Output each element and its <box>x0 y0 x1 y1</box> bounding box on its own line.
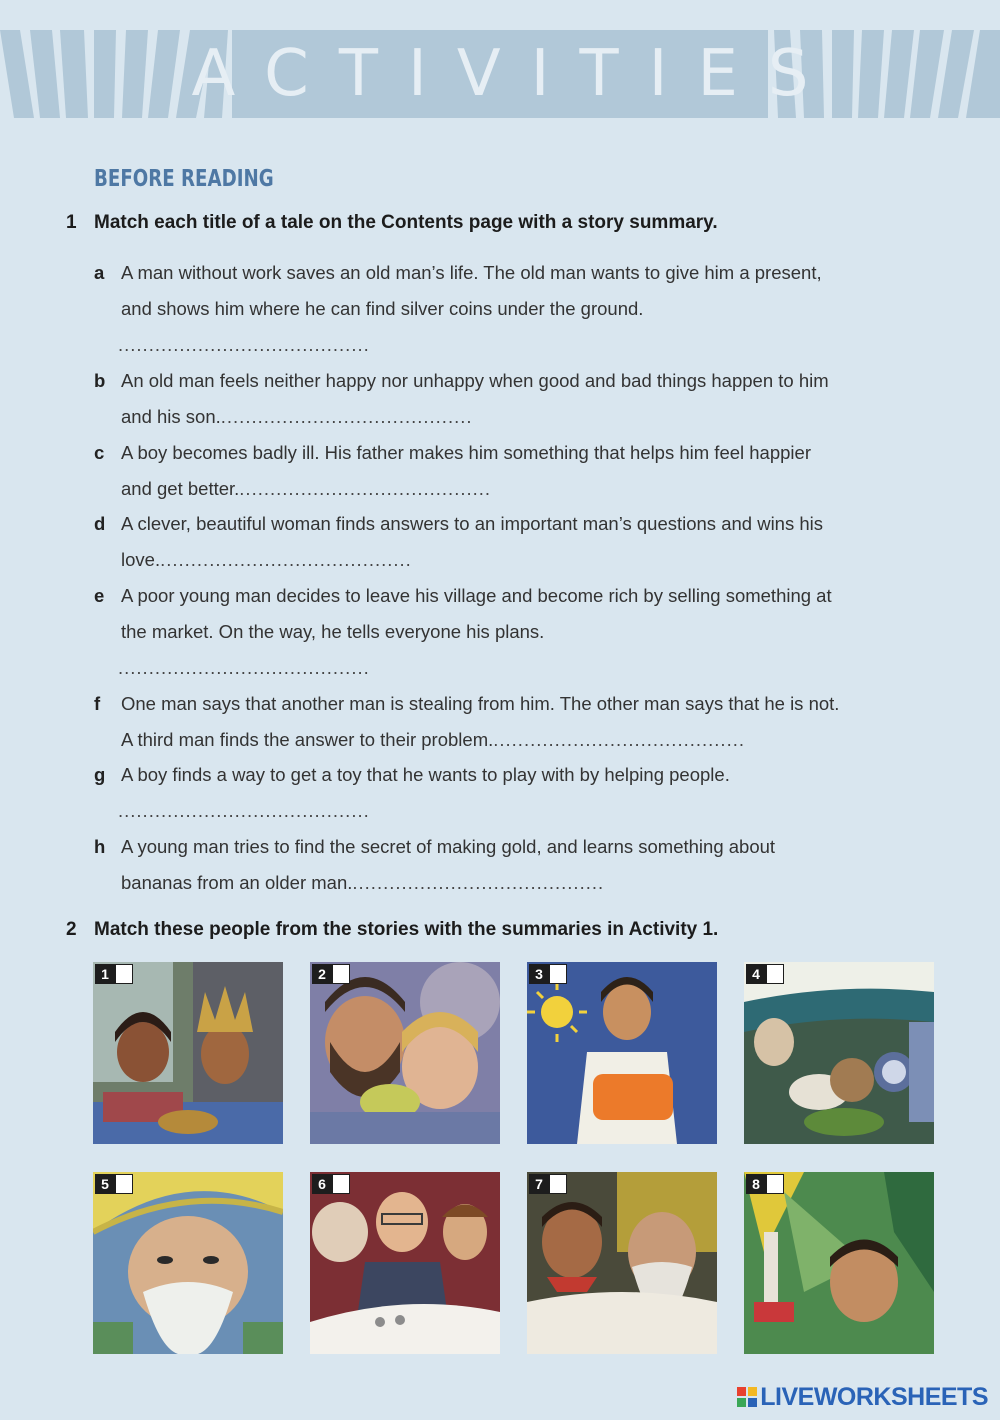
answer-checkbox-6[interactable] <box>332 1174 350 1194</box>
summary-line: and his son. <box>121 406 221 427</box>
summary-line: and shows him where he can find silver coins under the ground. <box>121 298 644 319</box>
picture-label <box>529 1174 567 1194</box>
brand-name: LIVEWORKSHEETS <box>760 1382 988 1411</box>
illustration-young-and-old-man <box>527 1172 717 1354</box>
picture-number: 8 <box>746 1174 766 1194</box>
picture-label <box>746 1174 784 1194</box>
answer-checkbox-8[interactable] <box>766 1174 784 1194</box>
summary-letter: a <box>94 262 105 283</box>
section-heading: BEFORE READING <box>94 166 274 192</box>
picture-number: 4 <box>746 964 766 984</box>
picture-1 <box>93 962 283 1144</box>
summary-line: A third man finds the answer to their problem. <box>121 729 494 750</box>
summary-line: the market. On the way, he tells everyone his plans. <box>121 621 545 642</box>
answer-checkbox-7[interactable] <box>549 1174 567 1194</box>
answer-field-d[interactable]: ......................................... <box>160 549 412 570</box>
summary-letter: b <box>94 370 106 391</box>
summary-line: A clever, beautiful woman finds answers to an important man’s questions and wins his <box>121 513 824 534</box>
answer-field-g[interactable]: ......................................... <box>118 800 370 821</box>
answer-checkbox-4[interactable] <box>766 964 784 984</box>
summary-line: love. <box>121 549 161 570</box>
answer-checkbox-5[interactable] <box>115 1174 133 1194</box>
picture-number: 7 <box>529 1174 549 1194</box>
picture-label <box>312 1174 350 1194</box>
picture-label <box>746 964 784 984</box>
illustration-old-man-with-hat <box>93 1172 283 1354</box>
answer-field-e[interactable]: ......................................... <box>118 657 370 678</box>
summary-line: A man without work saves an old man’s life. The old man wants to give him a present, <box>121 262 822 283</box>
illustration-three-men <box>310 1172 500 1354</box>
answer-checkbox-2[interactable] <box>332 964 350 984</box>
picture-3 <box>527 962 717 1144</box>
summary-line: bananas from an older man. <box>121 872 353 893</box>
summary-line: One man says that another man is stealing from him. The other man says that he is not. <box>121 693 840 714</box>
answer-field-b[interactable]: ......................................... <box>220 406 473 427</box>
summary-letter: f <box>94 693 101 714</box>
answer-checkbox-1[interactable] <box>115 964 133 984</box>
banner-title: ACTIVITIES <box>191 37 839 111</box>
picture-label <box>312 964 350 984</box>
picture-label <box>95 1174 133 1194</box>
summary-line: A boy becomes badly ill. His father makes him something that helps him feel happier <box>121 442 811 463</box>
picture-6 <box>310 1172 500 1354</box>
picture-number: 5 <box>95 1174 115 1194</box>
picture-label <box>95 964 133 984</box>
picture-5 <box>93 1172 283 1354</box>
question-number: 1 <box>66 212 77 233</box>
question-number: 2 <box>66 919 77 940</box>
answer-field-c[interactable]: ......................................... <box>239 478 492 499</box>
picture-7 <box>527 1172 717 1354</box>
summary-line: A poor young man decides to leave his village and become rich by selling something at <box>121 585 832 606</box>
summary-line: An old man feels neither happy nor unhappy when good and bad things happen to him <box>121 370 829 391</box>
answer-checkbox-3[interactable] <box>549 964 567 984</box>
summary-letter: h <box>94 836 106 857</box>
liveworksheets-logo-icon <box>737 1387 757 1407</box>
picture-2 <box>310 962 500 1144</box>
illustration-woman-and-chief <box>93 962 283 1144</box>
summary-letter: e <box>94 585 105 606</box>
activities-banner <box>0 30 1000 118</box>
illustration-boy-in-forest <box>744 1172 934 1354</box>
question-text: Match these people from the stories with the summaries in Activity 1. <box>94 919 719 940</box>
answer-field-f[interactable]: ......................................... <box>493 729 745 750</box>
picture-8 <box>744 1172 934 1354</box>
liveworksheets-logo[interactable] <box>737 1384 988 1410</box>
question-text: Match each title of a tale on the Contents page with a story summary. <box>94 212 718 233</box>
summary-line: A boy finds a way to get a toy that he wants to play with by helping people. <box>121 764 730 785</box>
summary-letter: g <box>94 764 106 785</box>
summary-line: A young man tries to find the secret of making gold, and learns something about <box>121 836 776 857</box>
answer-field-a[interactable]: ......................................... <box>118 334 370 355</box>
illustration-father-and-son <box>310 962 500 1144</box>
illustration-market-scene <box>744 962 934 1144</box>
picture-number: 6 <box>312 1174 332 1194</box>
banner-title-box <box>191 30 839 118</box>
picture-number: 2 <box>312 964 332 984</box>
picture-label <box>529 964 567 984</box>
picture-number: 3 <box>529 964 549 984</box>
summary-letter: d <box>94 513 106 534</box>
summary-line: and get better. <box>121 478 240 499</box>
answer-field-h[interactable]: ......................................... <box>352 872 605 893</box>
summary-letter: c <box>94 442 105 463</box>
picture-number: 1 <box>95 964 115 984</box>
illustration-boy-with-drum <box>527 962 717 1144</box>
picture-4 <box>744 962 934 1144</box>
